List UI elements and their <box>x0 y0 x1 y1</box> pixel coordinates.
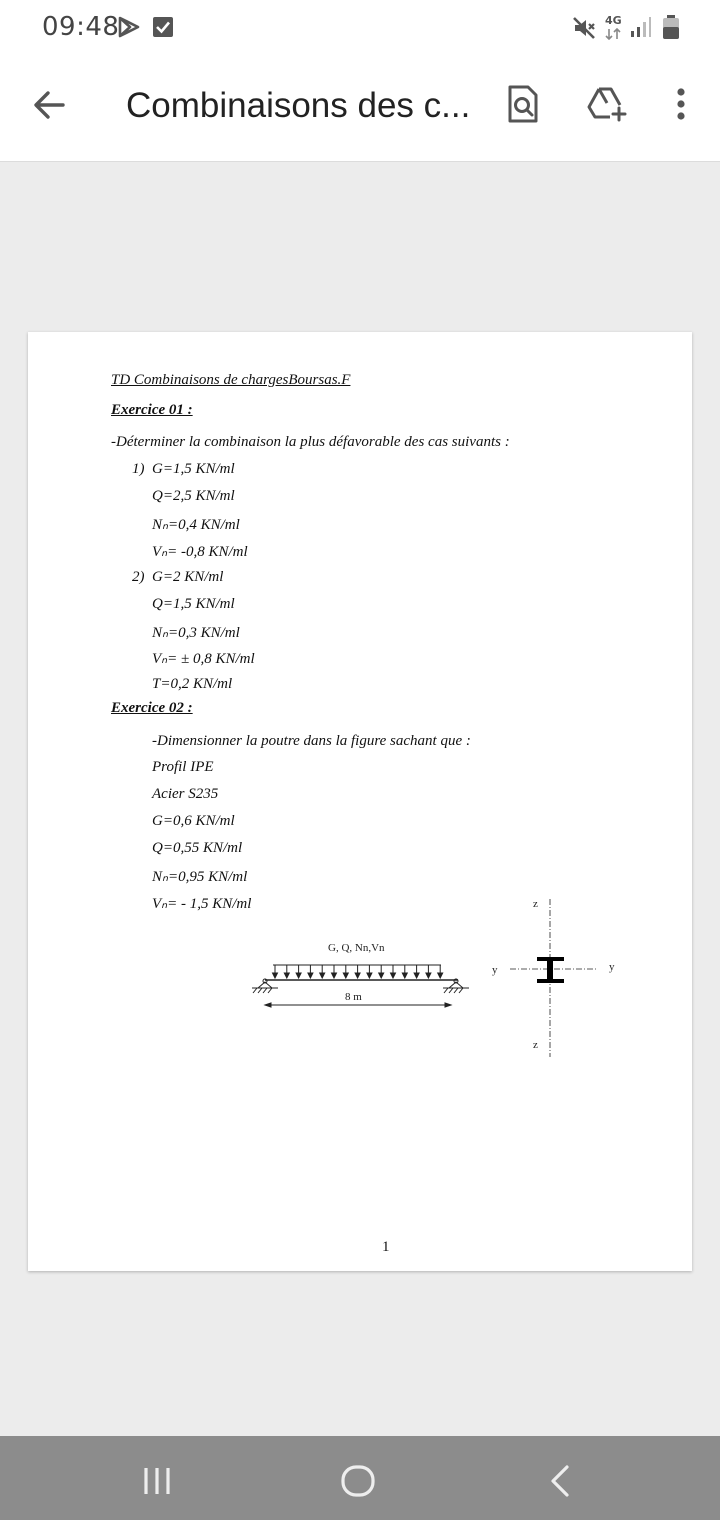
check-box-icon <box>152 16 174 38</box>
exercise-2-line: Vₙ= - 1,5 KN/ml <box>152 896 252 912</box>
axis-z-top-label: z <box>533 898 538 910</box>
load-arrow-head <box>355 973 360 978</box>
page-title: Combinaisons des c... <box>126 86 471 125</box>
load-arrow-head <box>284 973 289 978</box>
home-icon[interactable] <box>340 1464 376 1498</box>
axis-z-bottom-label: z <box>533 1039 538 1051</box>
load-arrow-head <box>332 973 337 978</box>
mute-icon <box>572 16 596 40</box>
beam-diagram <box>248 960 478 1012</box>
exercise-2-line: Acier S235 <box>152 786 219 802</box>
load-arrow-head <box>414 973 419 978</box>
back-arrow-icon[interactable] <box>32 88 66 122</box>
ipe-section-diagram <box>508 897 598 1059</box>
exercise-2-title: Exercice 02 : <box>111 700 193 716</box>
play-store-icon <box>118 16 140 38</box>
exercise-2-line: G=0,6 KN/ml <box>152 813 235 829</box>
exercise-2-line: Nₙ=0,95 KN/ml <box>152 869 248 885</box>
case-2-label: 2) <box>132 569 145 585</box>
load-arrow-head <box>438 973 443 978</box>
right-support <box>443 979 469 993</box>
page-number: 1 <box>382 1239 390 1255</box>
case-2-line: Vₙ= ± 0,8 KN/ml <box>152 651 255 667</box>
more-options-icon[interactable] <box>674 88 688 122</box>
span-label: 8 m <box>345 991 362 1003</box>
case-1-line: Nₙ=0,4 KN/ml <box>152 517 240 533</box>
load-arrow-head <box>367 973 372 978</box>
load-arrow-head <box>273 973 278 978</box>
load-arrow-head <box>343 973 348 978</box>
network-type: 4G <box>605 14 622 27</box>
axis-y-right-label: y <box>609 961 615 973</box>
navigation-bar <box>0 1436 720 1520</box>
load-arrow-head <box>402 973 407 978</box>
document-page <box>28 332 692 1271</box>
data-arrows-icon <box>605 28 621 40</box>
case-2-line: Q=1,5 KN/ml <box>152 596 235 612</box>
load-arrow-head <box>308 973 313 978</box>
exercise-2-line: -Dimensionner la poutre dans la figure sachant que : <box>152 733 471 749</box>
i-beam-shape <box>537 957 564 983</box>
exercise-2-line: Q=0,55 KN/ml <box>152 840 243 856</box>
exercise-1-instruction: -Déterminer la combinaison la plus défavorable des cas suivants : <box>111 434 510 450</box>
case-2-line: G=2 KN/ml <box>152 569 224 585</box>
left-support <box>252 979 278 993</box>
recent-apps-icon[interactable] <box>142 1466 172 1496</box>
document-header: TD Combinaisons de chargesBoursas.F <box>111 372 351 388</box>
case-1-line: Q=2,5 KN/ml <box>152 488 235 504</box>
load-label: G, Q, Nn,Vn <box>328 942 385 954</box>
app-bar <box>0 56 720 162</box>
case-2-line: T=0,2 KN/ml <box>152 676 233 692</box>
status-bar <box>0 0 720 56</box>
signal-icon <box>630 16 652 38</box>
case-2-line: Nₙ=0,3 KN/ml <box>152 625 240 641</box>
load-arrow-head <box>391 973 396 978</box>
battery-icon <box>662 14 680 40</box>
case-1-label: 1) <box>132 461 145 477</box>
exercise-1-title: Exercice 01 : <box>111 402 193 418</box>
span-dimension-line <box>265 1003 451 1007</box>
find-in-page-icon[interactable] <box>506 84 540 124</box>
load-arrow-head <box>296 973 301 978</box>
case-1-line: Vₙ= -0,8 KN/ml <box>152 544 248 560</box>
load-arrow-head <box>426 973 431 978</box>
case-1-line: G=1,5 KN/ml <box>152 461 235 477</box>
load-arrow-head <box>379 973 384 978</box>
add-to-drive-icon[interactable] <box>586 86 628 122</box>
back-icon[interactable] <box>548 1464 572 1498</box>
axis-y-left-label: y <box>492 964 498 976</box>
exercise-2-line: Profil IPE <box>152 759 214 775</box>
load-arrow-head <box>320 973 325 978</box>
status-time: 09:48 <box>42 12 120 42</box>
